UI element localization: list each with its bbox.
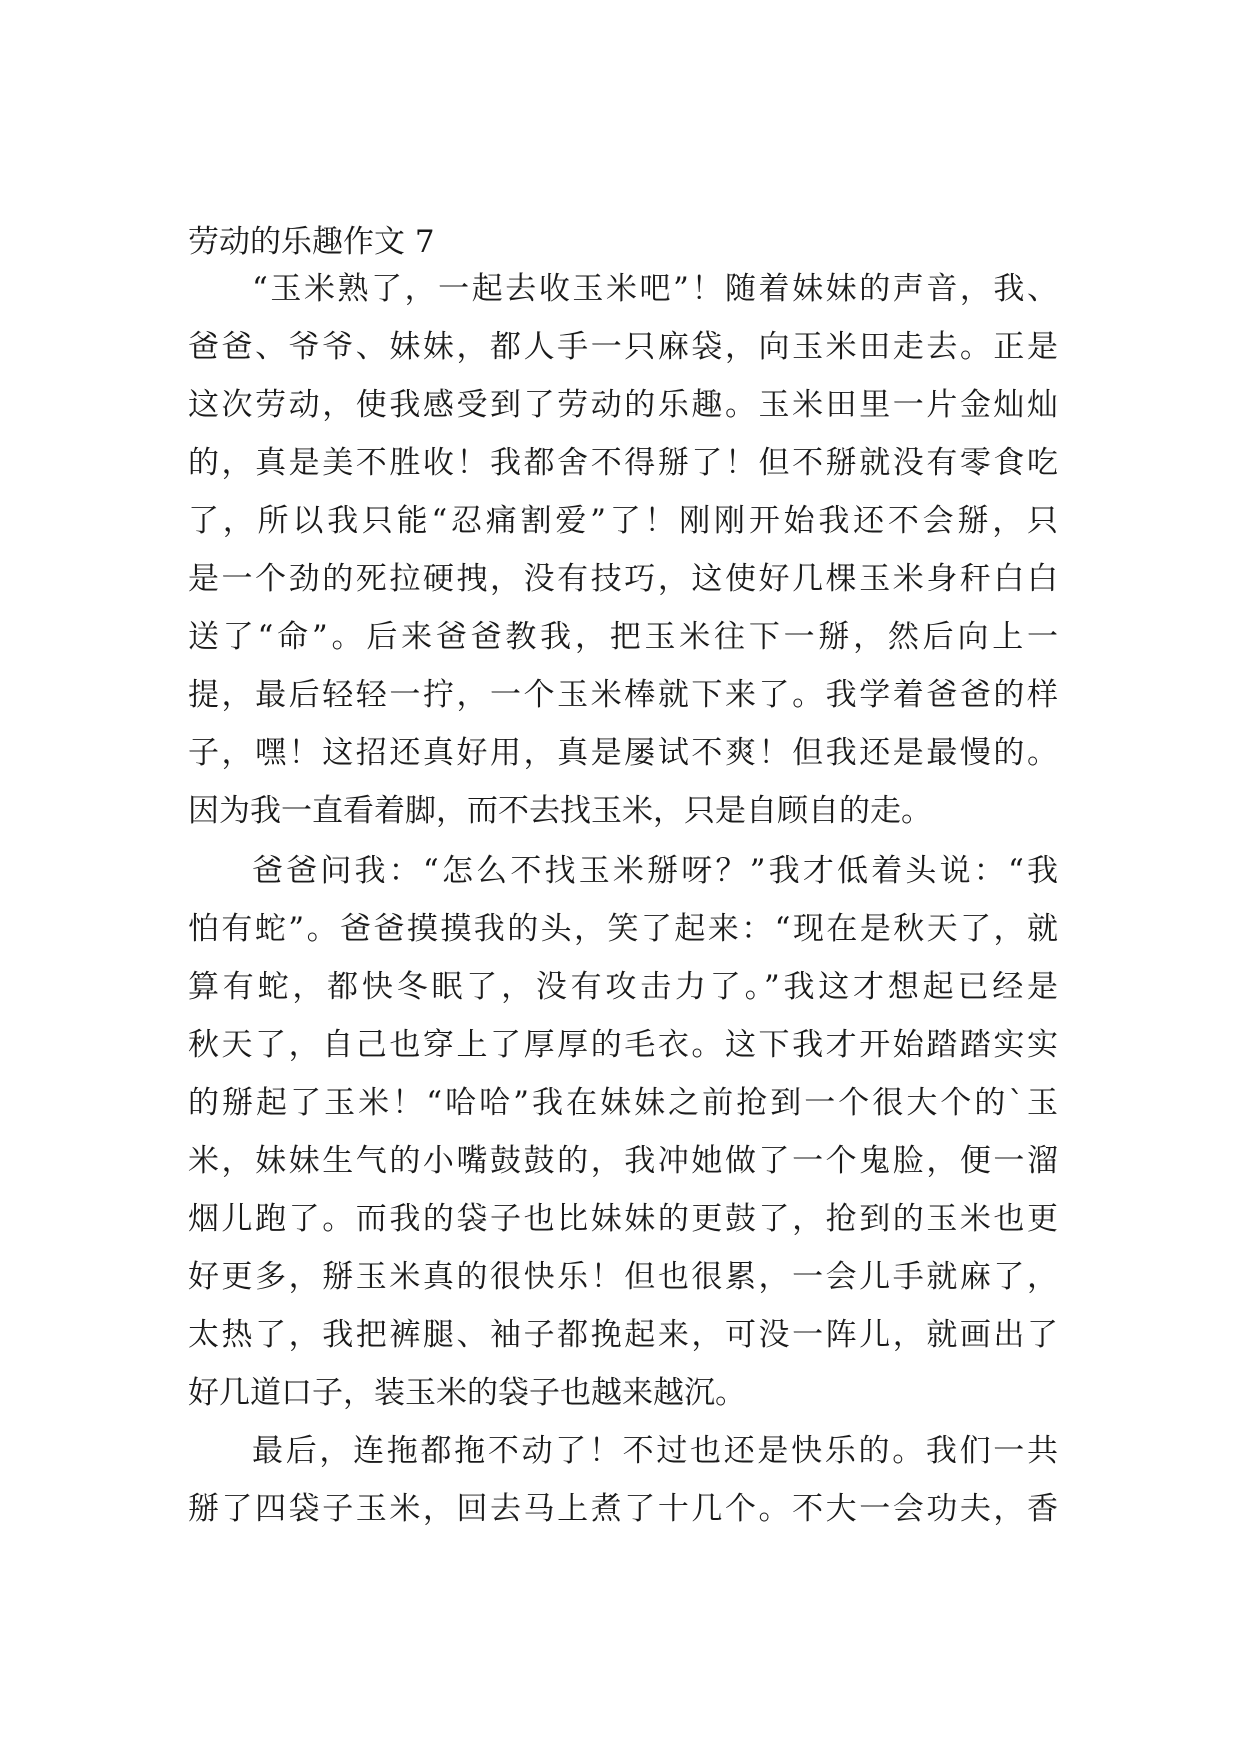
document-title: 劳动的乐趣作文 7	[188, 224, 435, 260]
paragraph	[188, 842, 1058, 1422]
text-line: 算有蛇，都快冬眠了，没有攻击力了。”我这才想起已经是	[188, 969, 1058, 1005]
text-line: 烟儿跑了。而我的袋子也比妹妹的更鼓了，抢到的玉米也更	[188, 1201, 1058, 1237]
paragraph	[188, 260, 1058, 840]
text-line: 的，真是美不胜收！我都舍不得掰了！但不掰就没有零食吃	[188, 445, 1058, 481]
text-line: 好更多，掰玉米真的很快乐！但也很累，一会儿手就麻了，	[188, 1259, 1058, 1295]
text-line: “玉米熟了，一起去收玉米吧”！随着妹妹的声音，我、	[252, 271, 1058, 307]
text-line: 提，最后轻轻一拧，一个玉米棒就下来了。我学着爸爸的样	[188, 677, 1058, 713]
text-line: 因为我一直看着脚，而不去找玉米，只是自顾自的走。	[188, 793, 932, 829]
text-line: 怕有蛇”。爸爸摸摸我的头，笑了起来：“现在是秋天了，就	[188, 911, 1058, 947]
text-line: 子，嘿！这招还真好用，真是屡试不爽！但我还是最慢的。	[188, 735, 1058, 771]
text-line: 好几道口子，装玉米的袋子也越来越沉。	[188, 1375, 746, 1411]
text-line: 的掰起了玉米！“哈哈”我在妹妹之前抢到一个很大个的`玉	[188, 1085, 1058, 1121]
text-line: 是一个劲的死拉硬拽，没有技巧，这使好几棵玉米身秆白白	[188, 561, 1058, 597]
text-line: 米，妹妹生气的小嘴鼓鼓的，我冲她做了一个鬼脸，便一溜	[188, 1143, 1058, 1179]
text-line: 了，所以我只能“忍痛割爱”了！刚刚开始我还不会掰，只	[188, 503, 1058, 539]
text-line: 爸爸、爷爷、妹妹，都人手一只麻袋，向玉米田走去。正是	[188, 329, 1058, 365]
text-line: 太热了，我把裤腿、袖子都挽起来，可没一阵儿，就画出了	[188, 1317, 1058, 1353]
text-line: 最后，连拖都拖不动了！不过也还是快乐的。我们一共	[252, 1433, 1058, 1469]
text-line: 这次劳动，使我感受到了劳动的乐趣。玉米田里一片金灿灿	[188, 387, 1058, 423]
text-line: 秋天了，自己也穿上了厚厚的毛衣。这下我才开始踏踏实实	[188, 1027, 1058, 1063]
text-line: 爸爸问我：“怎么不找玉米掰呀？”我才低着头说：“我	[252, 853, 1058, 889]
paragraph	[188, 1422, 1058, 1538]
text-line: 送了“命”。后来爸爸教我，把玉米往下一掰，然后向上一	[188, 619, 1058, 655]
text-line: 掰了四袋子玉米，回去马上煮了十几个。不大一会功夫，香	[188, 1491, 1058, 1527]
